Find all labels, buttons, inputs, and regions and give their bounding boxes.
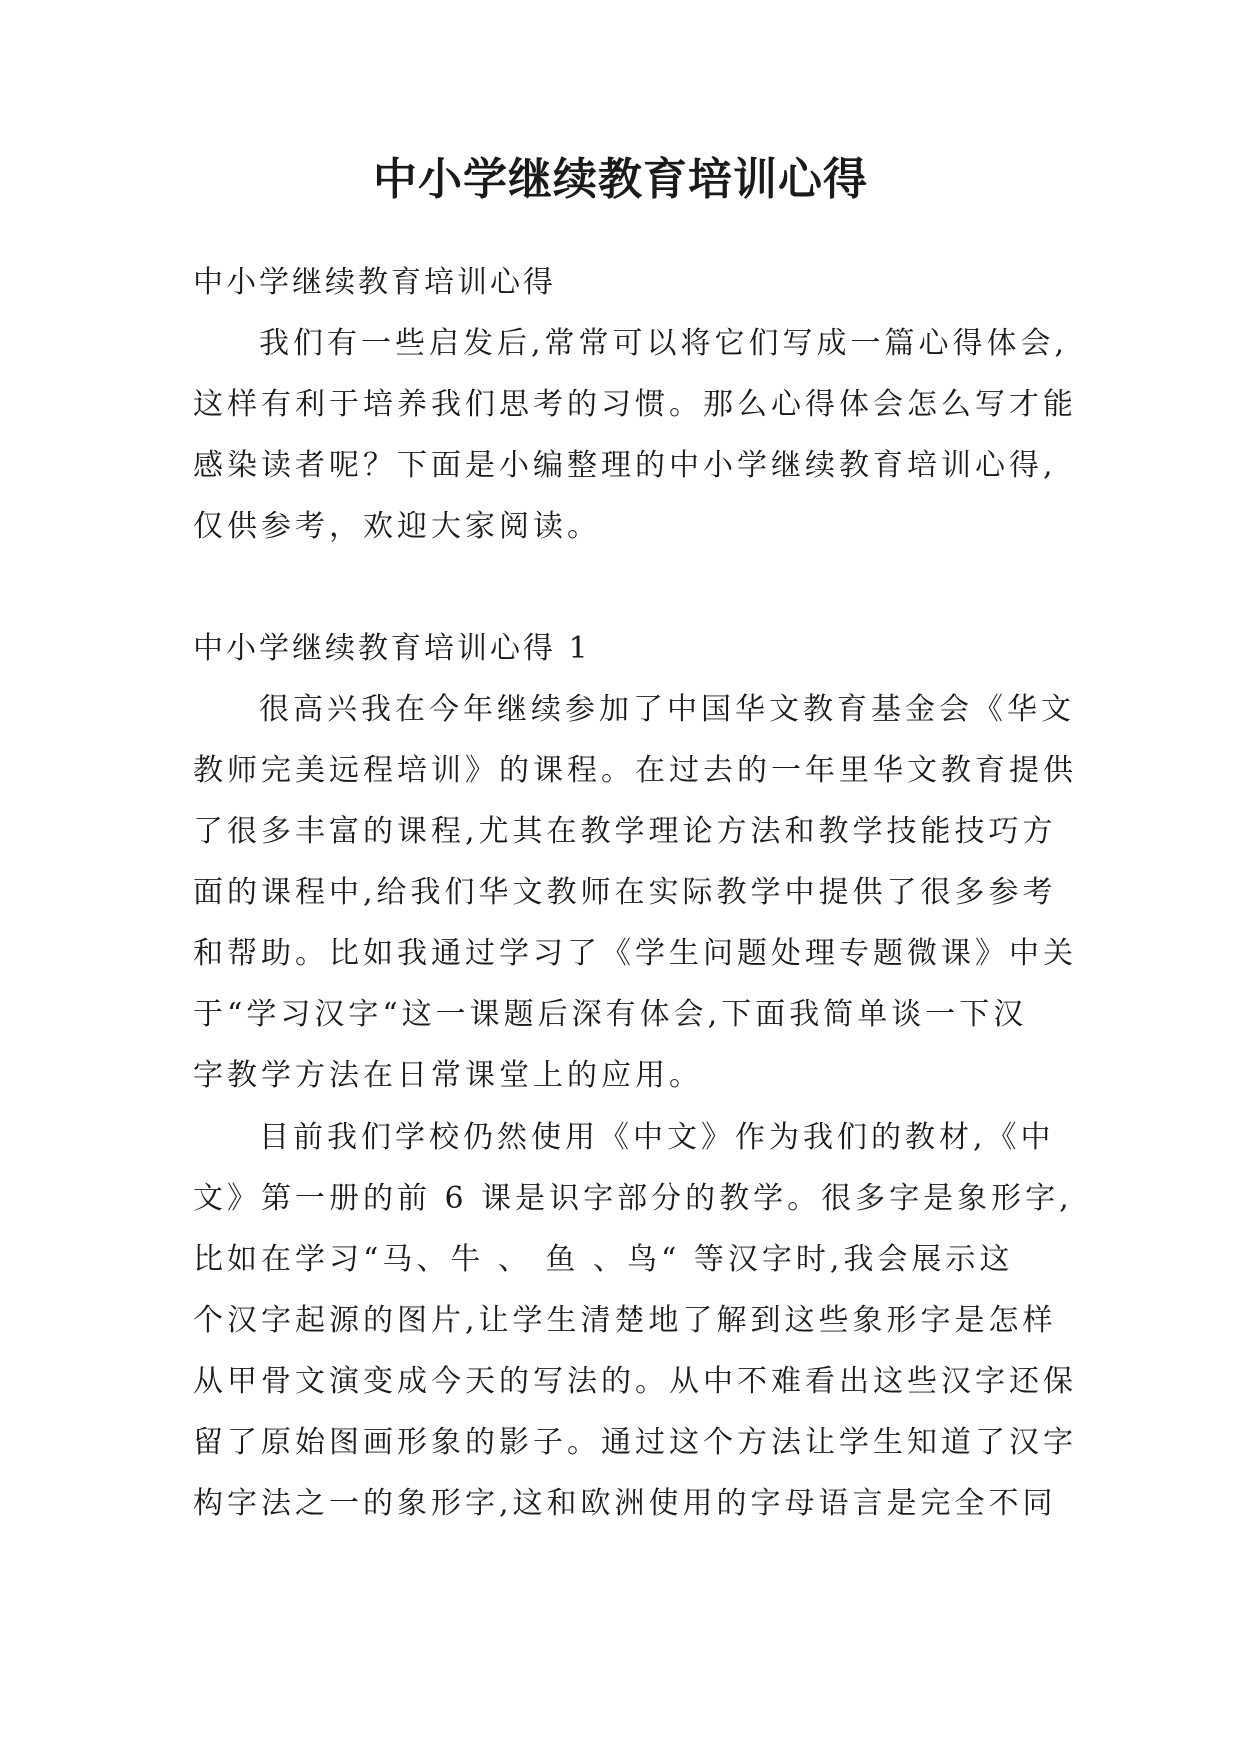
paragraph-line: 留了原始图画形象的影子。通过这个方法让学生知道了汉字 [193, 1425, 1077, 1460]
section-heading: 中小学继续教育培训心得 1 [193, 631, 591, 666]
intro-heading: 中小学继续教育培训心得 [193, 265, 556, 300]
paragraph-line: 了很多丰富的课程,尤其在教学理论方法和教学技能技巧方 [193, 814, 1057, 849]
section1-paragraph-1 [193, 679, 1077, 1106]
paragraph-line: 面的课程中,给我们华文教师在实际教学中提供了很多参考 [193, 875, 1057, 910]
document-title: 中小学继续教育培训心得 [373, 154, 868, 205]
paragraph-line: 我们有一些启发后,常常可以将它们写成一篇心得体会, [259, 326, 1069, 361]
paragraph-line: 教师完美远程培训》的课程。在过去的一年里华文教育提供 [193, 753, 1077, 788]
intro-paragraph [193, 313, 1077, 557]
paragraph-line: 从甲骨文演变成今天的写法的。从中不难看出这些汉字还保 [193, 1364, 1077, 1399]
paragraph-line: 文》第一册的前 6 课是识字部分的教学。很多字是象形字, [193, 1181, 1073, 1216]
paragraph-line: 比如在学习“马、牛 、 鱼 、鸟“ 等汉字时,我会展示这 [193, 1242, 1014, 1277]
paragraph-line: 于“学习汉字“这一课题后深有体会,下面我简单谈一下汉 [193, 997, 1028, 1032]
paragraph-line: 和帮助。比如我通过学习了《学生问题处理专题微课》中关 [193, 936, 1077, 971]
paragraph-line: 字教学方法在日常课堂上的应用。 [193, 1058, 703, 1093]
paragraph-line: 目前我们学校仍然使用《中文》作为我们的教材,《中 [259, 1120, 1055, 1155]
paragraph-line: 仅供参考，欢迎大家阅读。 [193, 509, 601, 544]
paragraph-line: 构字法之一的象形字,这和欧洲使用的字母语言是完全不同 [193, 1486, 1057, 1521]
paragraph-line: 感染读者呢？下面是小编整理的中小学继续教育培训心得, [193, 448, 1057, 483]
paragraph-line: 很高兴我在今年继续参加了中国华文教育基金会《华文 [259, 692, 1075, 727]
paragraph-line: 个汉字起源的图片,让学生清楚地了解到这些象形字是怎样 [193, 1303, 1057, 1338]
section1-paragraph-2 [193, 1107, 1077, 1534]
paragraph-line: 这样有利于培养我们思考的习惯。那么心得体会怎么写才能 [193, 387, 1077, 422]
